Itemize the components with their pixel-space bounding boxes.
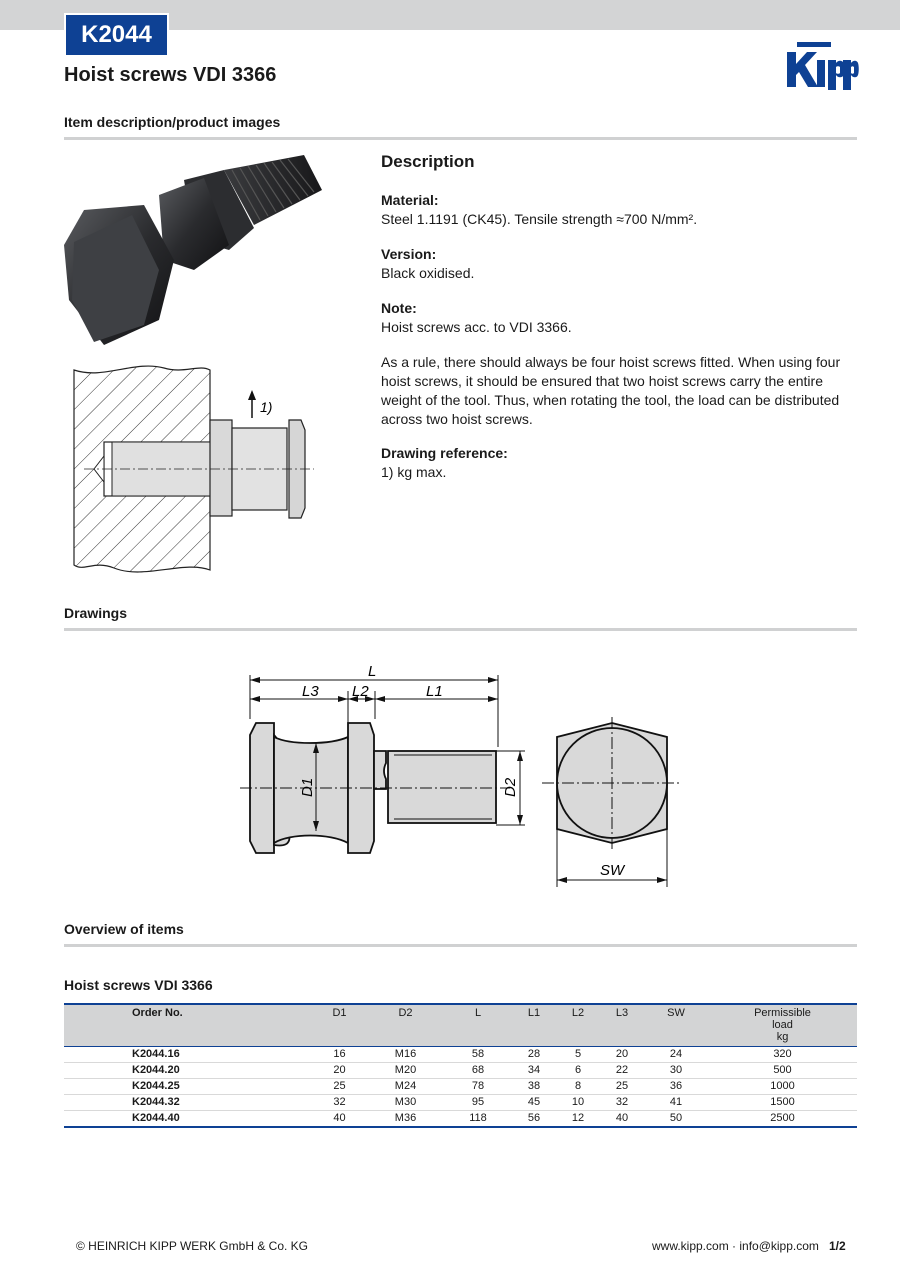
cell-l2: 10 bbox=[556, 1095, 600, 1111]
cell-load: 1500 bbox=[708, 1095, 857, 1111]
table-row bbox=[64, 1111, 857, 1128]
item-code-badge: K2044 bbox=[64, 13, 169, 57]
screw-collar-section bbox=[210, 420, 232, 516]
technical-drawing bbox=[230, 655, 700, 895]
product-photo bbox=[64, 150, 324, 350]
col-l: L bbox=[444, 1004, 512, 1047]
material-label: Material: bbox=[381, 192, 439, 208]
cell-l3: 40 bbox=[615, 1112, 629, 1124]
load-header-line1: Permissible bbox=[754, 1007, 811, 1019]
cell-l1: 45 bbox=[512, 1095, 556, 1111]
col-sw: SW bbox=[644, 1004, 708, 1047]
cell-l3: 25 bbox=[600, 1079, 644, 1095]
description-block bbox=[381, 152, 851, 498]
cell-l1: 38 bbox=[512, 1079, 556, 1095]
cell-load: 2500 bbox=[770, 1112, 795, 1124]
col-l2: L2 bbox=[556, 1004, 600, 1047]
table-row bbox=[64, 1047, 857, 1063]
dim-label-L2: L2 bbox=[352, 683, 369, 700]
cell-l2: 8 bbox=[556, 1079, 600, 1095]
description-heading: Description bbox=[381, 152, 475, 171]
version-label: Version: bbox=[381, 246, 437, 262]
col-l1: L1 bbox=[512, 1004, 556, 1047]
col-permissible-load bbox=[708, 1004, 857, 1047]
footer-page-number: 1/2 bbox=[829, 1239, 846, 1253]
material-text: Steel 1.1191 (CK45). Tensile strength ≈700 N/mm². bbox=[381, 211, 698, 227]
rule-text: As a rule, there should always be four hoist screws fitted. When using four hoist screws, it should be ensured that two hoist screws carry the entire weight of the tool. Thus, when rotating the tool, the load can be distributed across two hoist screws. bbox=[381, 354, 841, 427]
col-l3: L3 bbox=[600, 1004, 644, 1047]
load-annotation: 1) bbox=[260, 399, 273, 415]
cell-l: 95 bbox=[444, 1095, 512, 1111]
cell-sw: 41 bbox=[644, 1095, 708, 1111]
table-row bbox=[64, 1079, 857, 1095]
cell-d2: M20 bbox=[367, 1063, 444, 1079]
cell-order: K2044.16 bbox=[64, 1047, 312, 1063]
footer-contact: www.kipp.com · info@kipp.com bbox=[652, 1239, 819, 1253]
dim-label-D1: D1 bbox=[299, 777, 316, 797]
footer-copyright: © HEINRICH KIPP WERK GmbH & Co. KG bbox=[76, 1239, 308, 1253]
dim-label-SW: SW bbox=[600, 862, 625, 879]
cell-l3: 20 bbox=[600, 1047, 644, 1063]
cell-d2: M30 bbox=[367, 1095, 444, 1111]
cell-load: 500 bbox=[708, 1063, 857, 1079]
items-table bbox=[64, 1003, 857, 1128]
cell-order: K2044.40 bbox=[132, 1112, 180, 1124]
section-heading-overview: Overview of items bbox=[64, 921, 857, 947]
cell-l: 58 bbox=[444, 1047, 512, 1063]
cell-d1: 16 bbox=[312, 1047, 367, 1063]
cell-order: K2044.32 bbox=[64, 1095, 312, 1111]
cell-l3: 22 bbox=[600, 1063, 644, 1079]
table-row bbox=[64, 1063, 857, 1079]
cell-l1: 56 bbox=[527, 1112, 541, 1124]
cell-d1: 40 bbox=[333, 1112, 346, 1124]
cell-l2: 12 bbox=[571, 1112, 585, 1124]
dim-label-L: L bbox=[368, 663, 377, 680]
section-heading-images: Item description/product images bbox=[64, 114, 857, 140]
cell-l3: 32 bbox=[600, 1095, 644, 1111]
cell-d1: 20 bbox=[312, 1063, 367, 1079]
cell-sw: 24 bbox=[644, 1047, 708, 1063]
drawing-reference-text: 1) kg max. bbox=[381, 464, 447, 480]
cell-l: 78 bbox=[444, 1079, 512, 1095]
load-header-line3: kg bbox=[776, 1031, 789, 1043]
cell-l1: 34 bbox=[512, 1063, 556, 1079]
cell-l: 118 bbox=[469, 1112, 487, 1124]
note-label: Note: bbox=[381, 300, 417, 316]
note-text: Hoist screws acc. to VDI 3366. bbox=[381, 319, 572, 335]
cell-load: 1000 bbox=[708, 1079, 857, 1095]
cell-d1: 25 bbox=[312, 1079, 367, 1095]
table-header-row bbox=[64, 1004, 857, 1047]
cell-d2: M24 bbox=[367, 1079, 444, 1095]
cell-sw: 50 bbox=[669, 1112, 683, 1124]
cell-l2: 5 bbox=[556, 1047, 600, 1063]
section-heading-drawings: Drawings bbox=[64, 605, 857, 631]
cell-load: 320 bbox=[708, 1047, 857, 1063]
drawing-reference-label: Drawing reference: bbox=[381, 445, 508, 461]
cell-d1: 32 bbox=[312, 1095, 367, 1111]
dim-label-L1: L1 bbox=[426, 683, 443, 700]
cell-sw: 36 bbox=[644, 1079, 708, 1095]
cell-order: K2044.20 bbox=[64, 1063, 312, 1079]
mounting-drawing bbox=[64, 360, 324, 580]
table-row bbox=[64, 1095, 857, 1111]
dim-label-L3: L3 bbox=[302, 683, 319, 700]
cell-sw: 30 bbox=[644, 1063, 708, 1079]
cell-d2: M16 bbox=[367, 1047, 444, 1063]
cell-l: 68 bbox=[444, 1063, 512, 1079]
cell-order: K2044.25 bbox=[64, 1079, 312, 1095]
cell-l1: 28 bbox=[512, 1047, 556, 1063]
cell-d2: M36 bbox=[394, 1112, 417, 1124]
load-header-line2: load bbox=[772, 1019, 793, 1031]
col-d2: D2 bbox=[367, 1004, 444, 1047]
version-text: Black oxidised. bbox=[381, 265, 475, 281]
table-title: Hoist screws VDI 3366 bbox=[64, 977, 213, 993]
col-order-no: Order No. bbox=[64, 1004, 312, 1047]
col-d1: D1 bbox=[312, 1004, 367, 1047]
page-title: Hoist screws VDI 3366 bbox=[64, 64, 277, 86]
dim-label-D2: D2 bbox=[502, 777, 519, 797]
cell-l2: 6 bbox=[556, 1063, 600, 1079]
kipp-logo bbox=[783, 38, 859, 92]
